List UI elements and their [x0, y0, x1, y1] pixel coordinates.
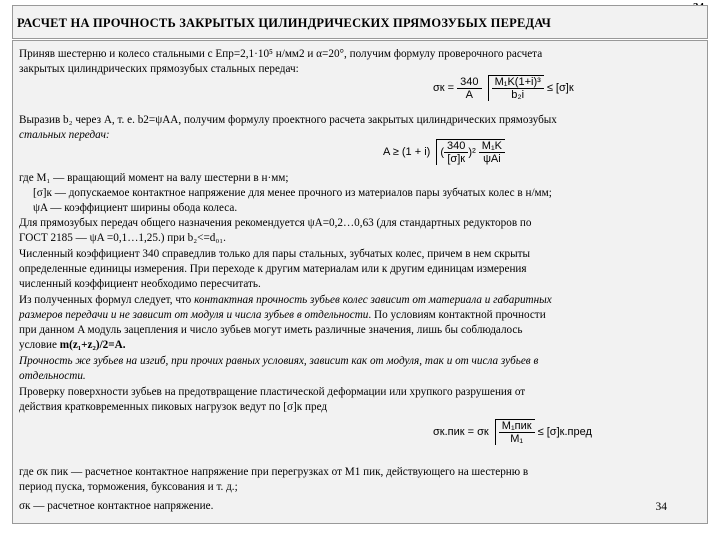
formula2-den: [σ]к [447, 153, 466, 165]
final-line3: σк — расчетное контактное напряжение. [19, 500, 214, 512]
formula3-lhs: σк.пик = [433, 425, 475, 438]
formula-contact-check [433, 75, 574, 101]
follow-line4-b: m(z₁+z₂)/2=A. [59, 339, 126, 351]
para2-line1: Выразив b₂ через A, т. е. b2=ψAA, получим формулу проектного расчета закрытых цилиндрических прямозубых [19, 114, 557, 126]
rec-line1: Для прямозубых передач общего назначения рекомендуется ψA=0,2…0,63 (для стандартных редукторов по [19, 217, 532, 229]
follow-line2 [19, 308, 546, 323]
formula2-frac [444, 140, 468, 165]
follow-line2-b: . По условиям контактной прочности [368, 309, 546, 321]
title-bar [12, 5, 708, 39]
follow-line1 [19, 293, 552, 308]
formula-peak-check [433, 419, 592, 445]
final-line2: период пуска, торможения, буксования и т. д.; [19, 481, 238, 493]
para1-line2: закрытых цилиндрических прямозубых стальных передач: [19, 63, 299, 75]
check-line1: Проверку поверхности зубьев на предотвращение пластической деформации или хрупкого разрушения от [19, 386, 526, 398]
coef-line1: Численный коэффициент 340 справедлив только для пары стальных, зубчатых колес, причем в нем скрыты [19, 248, 531, 260]
final-line1: где σк пик — расчетное контактное напряжение при перегрузках от M1 пик, действующего на шестерню в [19, 466, 529, 478]
follow-line1-b: контактная прочность зубьев колес зависит от материала и габаритных [194, 294, 552, 306]
formula1-lhs: σк = [433, 81, 455, 94]
follow-line1-a: Из полученных формул следует, что [19, 294, 195, 306]
formula3-den: M₁ [510, 433, 524, 445]
formula1-num: 340 [457, 76, 481, 89]
page-title: РАСЧЕТ НА ПРОЧНОСТЬ ЗАКРЫТЫХ ЦИЛИНДРИЧЕСКИХ ПРЯМОЗУБЫХ ПЕРЕДАЧ [17, 16, 552, 30]
formula2-inner-frac [479, 140, 505, 165]
where-line3: ψA — коэффициент ширины обода колеса. [33, 202, 238, 214]
formula1-den: A [465, 88, 473, 101]
formula-design [383, 139, 505, 165]
formula2-inner-den: ψAi [483, 153, 501, 165]
formula3-mid: σк [477, 425, 489, 438]
follow-line3: при данном A модуль зацепления и число зубьев могут иметь различные значения, лишь бы соблюдалось [19, 324, 523, 336]
formula3-frac [499, 420, 535, 445]
bend-line2: отдельности. [19, 370, 86, 382]
page-number-bottom: 34 [655, 501, 667, 513]
where-line1: где M₁ — вращающий момент на валу шестерни в н·мм; [19, 172, 289, 184]
where-line2: [σ]к — допускаемое контактное напряжение для менее прочного из материалов пары зубчатых колес в н/мм; [33, 187, 552, 199]
formula1-inner-num: M₁K(1+i)³ [492, 76, 544, 89]
formula3-sqrt [495, 419, 535, 445]
follow-line4 [19, 338, 126, 353]
formula1-inner-den: b₂i [511, 89, 525, 101]
para2-line2: стальных передач: [19, 129, 110, 141]
follow-line2-a: размеров передачи и не зависит от модуля и числа зубьев в отдельности [19, 309, 369, 321]
formula1-frac [457, 76, 481, 101]
formula1-sqrt [488, 75, 544, 101]
follow-line4-a: условие [19, 339, 60, 351]
coef-line3: численный коэффициент необходимо пересчитать. [19, 278, 261, 290]
formula2-sqrt: ( $\frac{340}{[\sigma]к}$ )² $\frac{\text{M₁K}}{\text{ψAi}}$ [436, 139, 505, 165]
formula3-rhs: ≤ [σ]к.пред [537, 425, 592, 438]
check-line2: действия кратковременных пиковых нагрузок ведут по [σ]к пред [19, 401, 328, 413]
formula3-num: M₁пик [499, 420, 535, 433]
formula2-inner-num: M₁K [479, 140, 505, 153]
content-panel [12, 40, 708, 524]
bend-line1: Прочность же зубьев на изгиб, при прочих равных условиях, зависит как от модуля, так и от числа зубьев в [19, 355, 539, 367]
formula1-rhs: ≤ [σ]к [546, 81, 574, 94]
formula1-inner-frac [492, 76, 544, 101]
formula2-lhs: A ≥ (1 + i) [383, 145, 431, 158]
rec-line2: ГОСТ 2185 — ψA =0,1…1,25.) при b₂<=d₀₁. [19, 232, 226, 244]
formula2-num: 340 [444, 140, 468, 153]
coef-line2: определенные единицы измерения. При переходе к другим материалам или к другим единицам измерения [19, 263, 527, 275]
para1-line1: Приняв шестерню и колесо стальными с Епр=2,1·10⁵ н/мм2 и α=20°, получим формулу проверочного расчета [19, 48, 543, 60]
